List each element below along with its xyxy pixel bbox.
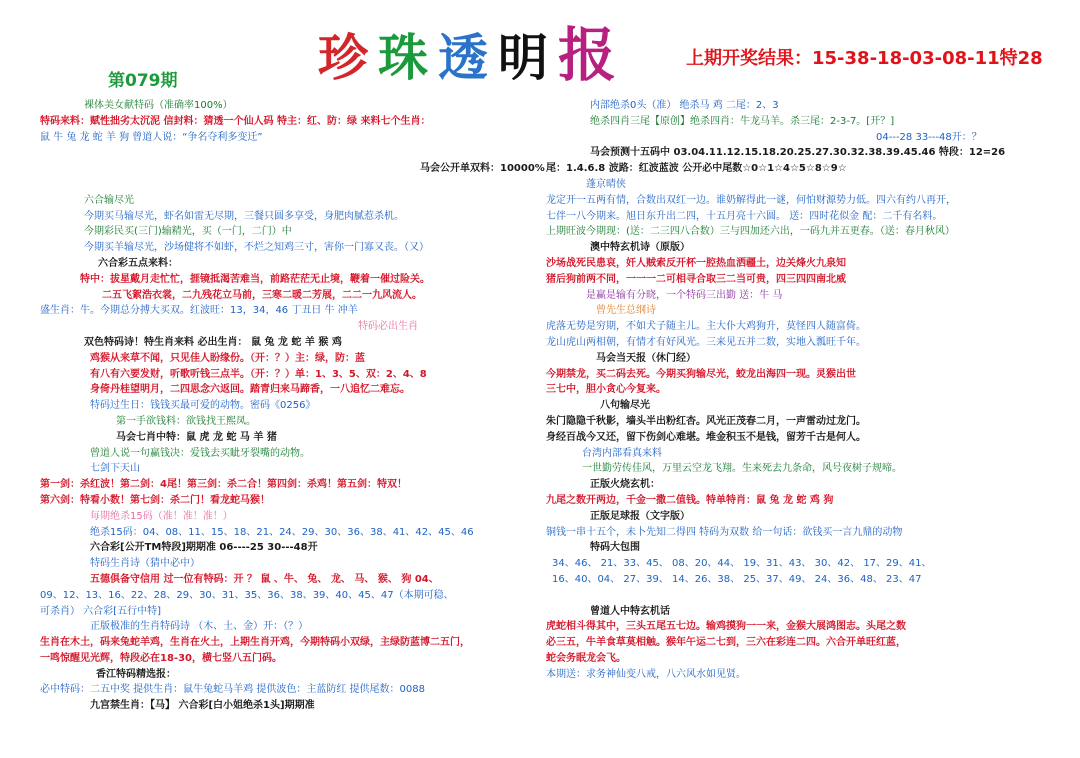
right-text-line: 七伴一八今期来。旭日东升出二四，十五月亮十六圆。 送：四时花似金 配：二千有名料。: [546, 210, 943, 222]
right-text-line: 蓬京晴侠: [586, 178, 626, 190]
left-text-line: 可杀肖） 六合彩[五行中特]: [40, 605, 161, 617]
right-text-line: 正版足球报（文字版）: [590, 510, 690, 522]
left-text-line: 特中：拔星戴月走忙忙，捱镜抵渴苦难当，前路茫茫无止境，鞭着一催过险关。: [80, 273, 430, 285]
right-text-line: 特码大包围: [590, 542, 640, 554]
right-text-line: 尾：1.4.6.8 波路：红波蓝波 公开必中尾数☆0☆1☆4☆5☆8☆9☆: [546, 163, 847, 175]
right-text-line: 马会预测十五码中 03.04.11.12.15.18.20.25.27.30.32.38.39.45.46 特段：12=26: [590, 147, 1006, 159]
left-text-line: 香江特码精选报：: [96, 668, 176, 680]
right-text-line: 上期旺波今期现：(送：二三四八合数）三与四加还六出，一码九并五更春。（送：春月秋风）: [546, 226, 955, 238]
left-text-line: 09、12、13、16、22、28、29、30、31、35、36、38、39、40、45、47（本期可稳、: [40, 589, 454, 601]
left-text-line: 鼠 牛 兔 龙 蛇 羊 狗 曾道人说：“争名夺利多变迁”: [40, 131, 263, 143]
right-text-line: 曾道人中特玄机话: [590, 605, 670, 617]
right-text-line: 一世勤劳传佳风，万里云空龙飞翔。生来死去九条命，风号夜树子规啼。: [582, 463, 902, 475]
right-text-line: 沙场战死民患哀，奸人贼索反开杯一腔热血洒疆土，边关烽火九泉知: [546, 257, 846, 269]
right-text-line: 身经百战今又还，留下伤剑心难堪。堆金积玉不是钱，留芳千古是何人。: [546, 431, 866, 443]
issue-number: 第079期: [108, 71, 178, 91]
left-text-line: 一鸣惊醒见光辉，特段必在18-30，横七竖八五门码。: [40, 652, 282, 664]
left-text-line: 六合输尽光: [84, 194, 134, 206]
left-text-line: 今期彩民买(三门)输精光，买（一门，二门）中: [84, 226, 292, 238]
left-text-line: 双色特码诗！特生肖来料 必出生肖： 鼠 兔 龙 蛇 羊 猴 鸡: [84, 336, 342, 348]
right-text-line: 本期送：求务神仙变八戒，八六风水如见贤。: [546, 668, 746, 680]
right-text-line: 八句输尽光: [600, 400, 650, 412]
title-char-5: 报: [558, 21, 617, 89]
left-text-line: 五德俱备守信用 过一位有特码：开 ？ 鼠 、牛、 兔、 龙、 马、 猴、 狗 04、: [90, 573, 439, 585]
left-text-line: 今期买羊输尽光，沙场健将不如虾，不烂之知鸡三寸，害你一门寡又丧。（又）: [84, 242, 429, 254]
right-text-line: 34、46、 21、33、45、 08、20、44、 19、31、43、 30、42、 17、29、41、: [552, 558, 932, 570]
left-text-line: 生肖在木土，码来兔蛇羊鸡，生肖在火土，上期生肖开鸡，今期特码小双绿，主绿防蓝博二五门，: [40, 637, 470, 649]
left-text-line: 裸体美女献特码（准确率100%）: [84, 100, 233, 111]
left-text-line: 正版极准的生肖特码诗 （木、土、金）开：（？）: [90, 621, 309, 633]
right-text-line: 必三五，牛羊食草莫相触。猴年午运二七到，三六在彩连二四。六合开单旺红蓝，: [546, 637, 906, 649]
right-text-line: 马会当天报（休门经）: [596, 352, 696, 364]
left-text-line: 七剑下天山: [90, 463, 140, 475]
left-text-line: 特码生肖诗（猜中必中）: [90, 558, 200, 570]
title-char-1: 珍: [318, 28, 368, 87]
left-text-line: 第六剑：特看小数！第七剑：杀二门！看龙蛇马猴！: [40, 494, 270, 506]
left-text-line: [40, 145, 530, 161]
right-text-line: 内部绝杀0头（准） 绝杀马 鸡 二尾：2、3: [590, 100, 779, 111]
right-text-line: 今期禁龙，买二码去死。今期买狗输尽光，蛟龙出海四一现。灵猴出世: [546, 368, 856, 380]
left-text-line: 特码必出生肖: [358, 321, 418, 333]
left-text-line: 特码过生日：钱钱买最可爱的动物。密码《0256》: [90, 400, 316, 412]
left-text-line: 马会七肖中特：鼠 虎 龙 蛇 马 羊 猪: [116, 431, 277, 443]
left-text-line: 曾道人说一句赢钱决：爱钱去买眦牙裂嘴的动物。: [90, 447, 310, 459]
right-column: [546, 98, 1051, 682]
right-text-line: 龙定开一五两有情，合数出双红一边。谁奶解得此一谜，何怕财源势力低。四六有约八再开，: [546, 194, 956, 206]
title-char-2: 珠: [378, 28, 428, 87]
right-text-line: [546, 588, 1051, 604]
right-text-line: 九尾之数开两边，千金一撒二值钱。特单特肖：鼠 兔 龙 蛇 鸡 狗: [546, 494, 834, 506]
left-text-line: 必中特码：二五中奖 提供生肖：鼠牛兔蛇马羊鸡 提供波色：主蓝防红 提供尾数：0088: [40, 684, 425, 696]
right-text-line: 铜钱一串十五个，未卜先知二得四 特码为双数 给一句话：欲钱买一言九鼎的动物: [546, 526, 903, 538]
left-text-line: [40, 177, 530, 193]
right-text-line: 蛇会务眠龙会飞。: [546, 652, 626, 664]
left-text-line: 六合彩[公开TM特段]期期准 06----25 30---48开: [90, 542, 318, 554]
paper-title: [318, 22, 626, 92]
right-text-line: 16、40、04、 27、39、 14、26、38、 25、37、49、 24、36、48、 23、47: [552, 573, 922, 585]
left-text-line: 身倚丹桂望明月，二四思念六返回。踏青归来马蹄香，一八追忆二难忘。: [90, 384, 410, 396]
right-text-line: 绝杀四肖三尾【原创】绝杀四肖：牛龙马羊。杀三尾：2-3-7。[开？]: [590, 115, 895, 127]
title-char-4: 明: [498, 28, 548, 87]
right-text-line: 猪后狗前两不同，一一一二可相寻合取三二当可贵，四三四四南北威: [546, 273, 846, 285]
left-text-line: 二五飞絮浩衣裳，二九残花立马前，三寒二暖二芳展，二二一九风流人。: [102, 289, 422, 301]
left-text-line: 九宫禁生肖：【马】 六合彩[白小姐绝杀1头]期期准: [90, 700, 315, 712]
left-text-line: 第一剑：杀红波！第二剑：4尾！第三剑：杀二合！第四剑：杀鸡！第五剑：特双！: [40, 479, 407, 491]
left-text-line: 盛生肖：牛。今期总分搏大买双。红波旺：13，34，46 丁丑日 牛 冲羊: [40, 305, 358, 317]
right-text-line: 三七中，胆小贪心今复来。: [546, 384, 666, 396]
title-char-3: 透: [438, 28, 488, 87]
left-text-line: 特码来料：赋性拙劣太沉泥 信封料：猜透一个仙人码 特主：红、防：绿 来料七个生肖：: [40, 115, 431, 127]
left-text-line: 鸡猴从来草不闻，只见佳人盼缘份。（开：？）主：绿，防：蓝: [90, 352, 365, 364]
left-text-line: 有八有六要发财，听歌听钱三点半。（开：？）单：1、3、5、双：2、4、8: [90, 368, 427, 380]
left-text-line: 今期买马输尽光，虾名如雷无尽期，三餐只圆多享受，身肥肉腻惹杀机。: [84, 210, 404, 222]
right-text-line: 台湾内部看真来料: [582, 447, 662, 459]
right-text-line: 曾先生总纲诗: [596, 305, 656, 317]
left-text-line: 绝杀15码：04、08、11、15、18、21、24、29、30、36、38、41、42、45、46: [90, 526, 474, 538]
right-text-line: 04---28 33---48开：？: [876, 131, 982, 143]
left-text-line: 六合彩五点来料：: [98, 257, 178, 269]
left-text-line: 马会公开单双料：10000%: [420, 163, 545, 175]
left-text-line: 第一手欲钱料：欲钱找王熙凤。: [116, 415, 256, 427]
right-text-line: 虎蛇相斗得其中，三头五尾五七边。输鸡摸狗一一来，金猴大展鸿图志。头尾之数: [546, 621, 906, 633]
last-draw-result: 上期开奖结果：15-38-18-03-08-11特28: [686, 48, 1043, 69]
left-column: [40, 98, 545, 714]
left-text-line: 每期绝杀15码（准！准！准！）: [90, 510, 233, 522]
right-text-line: 正版火烧玄机：: [590, 479, 660, 491]
right-text-line: 虎落无势是穷期，不如犬子随主儿。主大仆大鸡狗升，莫怪四人随富倚。: [546, 321, 866, 333]
right-text-line: 澳中特玄机诗（原版）: [590, 242, 690, 254]
right-text-line: 朱门隐隐千秋影，墙头半出粉红杏。风光正茂春二月，一声雷动过龙门。: [546, 415, 866, 427]
right-text-line: 是赢是输有分晓，一个特码三出勤 送：牛 马: [586, 289, 783, 301]
right-text-line: 龙山虎山两相朝，有情才有好风光。三来见五并二数，实地入瓢旺千年。: [546, 336, 866, 348]
